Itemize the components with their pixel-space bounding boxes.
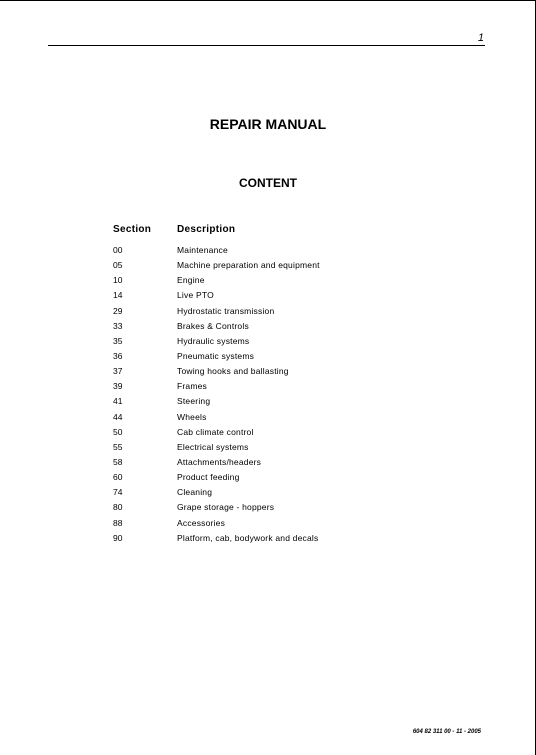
content-heading: CONTENT xyxy=(239,176,297,190)
table-of-contents xyxy=(113,243,493,546)
toc-row xyxy=(113,304,493,319)
page-top-edge xyxy=(0,0,536,1)
section-code: 44 xyxy=(113,411,123,422)
toc-row xyxy=(113,243,493,258)
section-code: 35 xyxy=(113,335,123,346)
toc-row xyxy=(113,516,493,531)
section-description: Attachments/headers xyxy=(177,456,262,467)
section-code: 36 xyxy=(113,350,123,361)
section-code: 10 xyxy=(113,275,123,286)
section-code: 14 xyxy=(113,290,123,301)
toc-row xyxy=(113,455,493,470)
toc-row xyxy=(113,410,493,425)
toc-row xyxy=(113,288,493,303)
toc-row xyxy=(113,531,493,546)
section-code: 80 xyxy=(113,502,123,513)
section-description: Hydraulic systems xyxy=(177,335,250,346)
toc-row xyxy=(113,364,493,379)
section-description: Hydrostatic transmission xyxy=(177,305,275,316)
section-code: 39 xyxy=(113,381,123,392)
section-description: Maintenance xyxy=(177,245,228,255)
section-description: Towing hooks and ballasting xyxy=(177,366,289,377)
section-description: Platform, cab, bodywork and decals xyxy=(177,532,319,543)
section-code: 90 xyxy=(113,532,123,543)
toc-row xyxy=(113,379,493,394)
toc-row xyxy=(113,334,493,349)
header-rule xyxy=(48,45,485,46)
toc-row xyxy=(113,470,493,485)
section-column-header: Section xyxy=(113,224,152,235)
section-code: 50 xyxy=(113,426,123,437)
section-description: Grape storage - hoppers xyxy=(177,502,275,513)
toc-row xyxy=(113,394,493,409)
section-code: 29 xyxy=(113,305,123,316)
section-description: Engine xyxy=(177,275,205,286)
toc-row xyxy=(113,425,493,440)
document-title: REPAIR MANUAL xyxy=(209,116,327,132)
section-description: Electrical systems xyxy=(177,441,249,452)
page-number: 1 xyxy=(477,32,484,44)
section-code: 37 xyxy=(113,366,123,377)
section-code: 88 xyxy=(113,517,123,528)
section-description: Wheels xyxy=(177,411,207,422)
section-description: Live PTO xyxy=(177,290,214,301)
description-column-header: Description xyxy=(177,224,236,235)
section-description: Cab climate control xyxy=(177,426,254,437)
toc-row xyxy=(113,349,493,364)
section-description: Product feeding xyxy=(177,472,240,483)
toc-row xyxy=(113,485,493,500)
section-code: 58 xyxy=(113,456,123,467)
toc-row xyxy=(113,500,493,515)
section-description: Frames xyxy=(177,381,208,392)
section-description: Machine preparation and equipment xyxy=(177,260,320,271)
section-description: Cleaning xyxy=(177,487,213,498)
section-code: 05 xyxy=(113,260,123,271)
section-code: 00 xyxy=(113,245,123,255)
section-code: 33 xyxy=(113,320,123,331)
section-code: 41 xyxy=(113,396,123,407)
toc-row xyxy=(113,258,493,273)
footer-document-code: 604 82 311 00 - 11 - 2005 xyxy=(412,729,481,735)
toc-row xyxy=(113,440,493,455)
section-description: Steering xyxy=(177,396,211,407)
section-code: 55 xyxy=(113,441,123,452)
section-description: Brakes & Controls xyxy=(177,320,249,331)
section-description: Accessories xyxy=(177,517,226,528)
toc-row xyxy=(113,319,493,334)
section-code: 74 xyxy=(113,487,123,498)
section-code: 60 xyxy=(113,472,123,483)
toc-row xyxy=(113,273,493,288)
section-description: Pneumatic systems xyxy=(177,350,255,361)
